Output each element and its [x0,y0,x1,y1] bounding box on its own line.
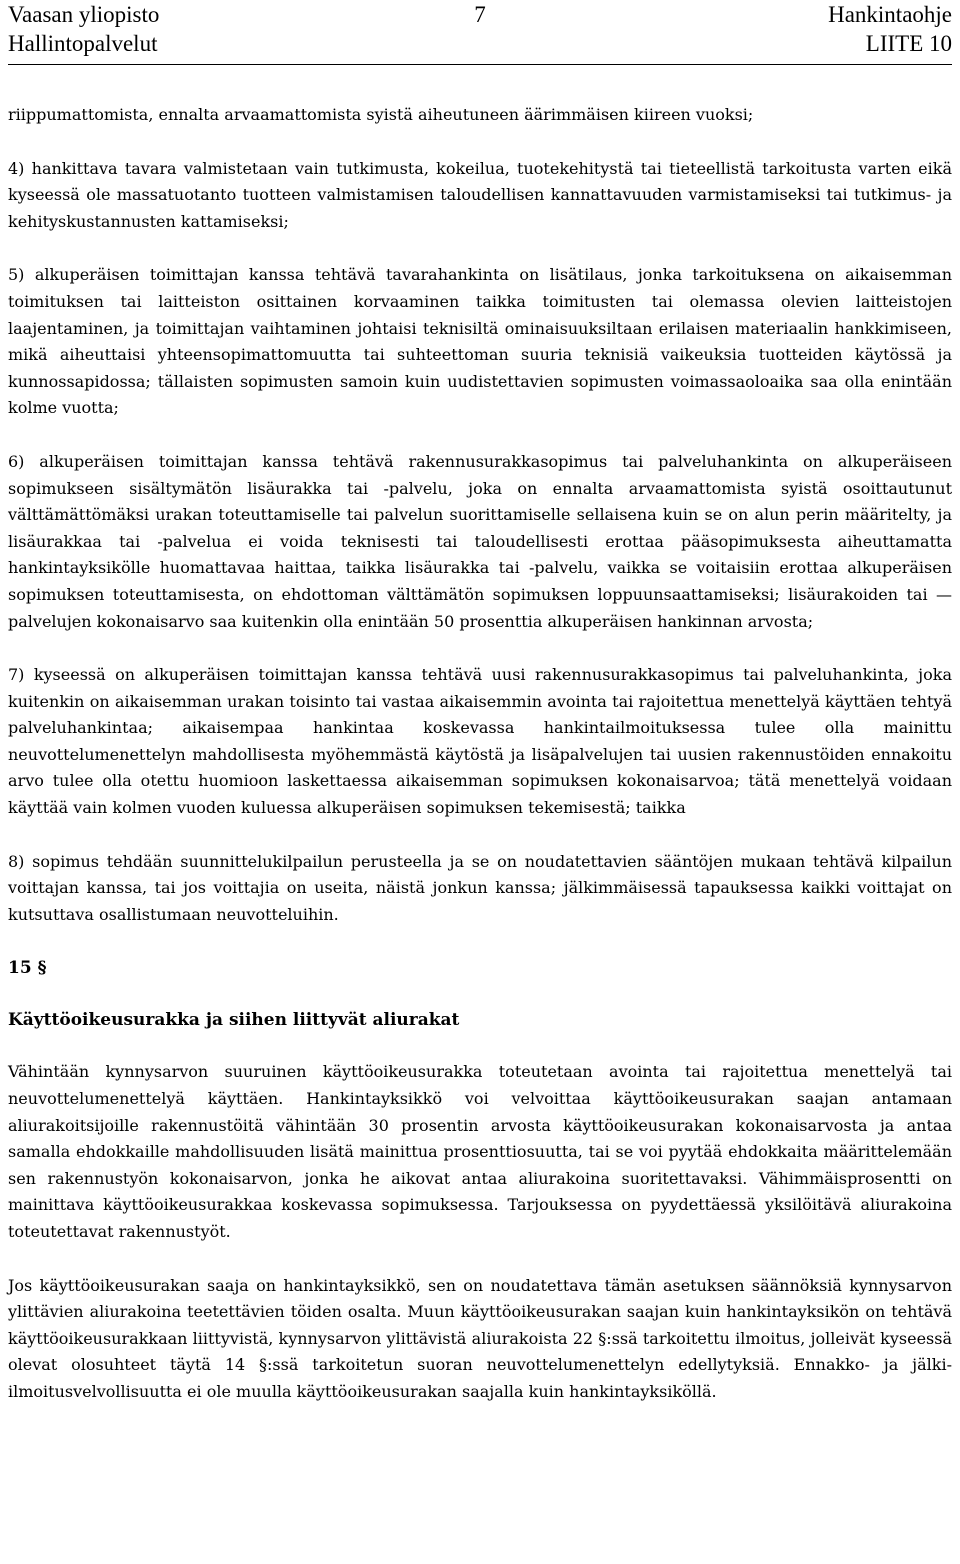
section-number: 15 § [8,958,47,979]
list-item-5: 5) alkuperäisen toimittajan kanssa tehtävä tavarahankinta on lisätilaus, jonka tarkoituksena on aikaisemman toimituksen tai laitteiston osittainen korvaaminen taikka toimitusten tai olemassa olevien laitteistojen laajentaminen, ja toimittajan vaihtaminen johtaisi teknisiltä ominaisuuksiltaan erilaisen materiaalin hankkimiseen, mikä aiheuttaisi yhteensopimattomuutta tai suhteettoman suuria teknisiä vaikeuksia tuotteiden käytössä ja kunnossapidossa; tällaisten sopimusten samoin kuin uudistettavien sopimusten voimassaoloaika saa olla enintään kolme vuotta; [8,265,952,418]
page-header [8,0,952,62]
list-item-8: 8) sopimus tehdään suunnittelukilpailun perusteella ja se on noudatettavien sääntöjen mukaan tehtävä kilpailun voittajan kanssa, tai jos voittajia on useita, näistä jonkun kanssa; jälkimmäisessä tapauksessa kaikki voittajat on kutsuttava osallistumaan neuvotteluihin. [8,851,952,924]
header-row-bottom [8,29,952,58]
header-appendix: LIITE 10 [865,31,952,56]
paragraph-fragment: riippumattomista, ennalta arvaamattomista syistä aiheutuneen äärimmäisen kiireen vuoksi; [8,105,754,124]
header-divider [8,64,952,65]
header-row-top [8,0,952,29]
page-number: 7 [474,2,486,27]
header-organization: Vaasan yliopisto [8,2,160,27]
section-15-paragraph-1: Vähintään kynnysarvon suuruinen käyttöoikeusurakka toteutetaan avointa tai rajoitettua menettelyä tai neuvottelumenettelyä käyttäen. Hankintayksikkö voi velvoittaa käyttöoikeusurakan saajan antamaan aliurakoitsijoille rakennustöitä vähintään 30 prosentin arvosta käyttöoikeusurakan kokonaisarvosta ja antaa samalla ehdokkaille mahdollisuuden lisätä mainittua prosenttiosuutta, tai se voi pyytää ehdokkaita määrittelemään sen rakennustyön kokonaisarvon, jonka he aikovat antaa aliurakoina suoritettavaksi. Vähimmäisprosentti on mainittava käyttöoikeusurakkaa koskevassa sopimuksessa. Tarjouksessa on pyydettäessä yksilöitävä aliurakoina toteutettavat rakennustyöt. [8,1062,952,1241]
document-body [8,102,952,1433]
section-title: Käyttöoikeusurakka ja siihen liittyvät aliurakat [8,1010,460,1031]
section-15-paragraph-2: Jos käyttöoikeusurakan saaja on hankintayksikkö, sen on noudatettava tämän asetuksen säännöksiä kynnysarvon ylittävien aliurakoina teetettävien töiden osalta. Muun käyttöoikeusurakan saajan kuin hankintayksikön on tehtävä käyttöoikeusurakkaan liittyvistä, kynnysarvon ylittävistä aliurakoista 22 §:ssä tarkoitettu ilmoitus, jolleivät kyseessä olevat olosuhteet täytä 14 §:ssä tarkoitetun suoran neuvottelumenettelyn edellytyksiä. Ennakko- ja jälki-ilmoitusvelvollisuutta ei ole muulla käyttöoikeusurakan saajalla kuin hankintayksiköllä. [8,1275,952,1401]
header-document-title: Hankintaohje [828,2,952,27]
list-item-6: 6) alkuperäisen toimittajan kanssa tehtävä rakennusurakkasopimus tai palveluhankinta on alkuperäiseen sopimukseen sisältymätön lisäurakka tai -palvelu, joka on ennalta arvaamattomista syistä osoittautunut välttämättömäksi urakan toteuttamiselle tai palvelun suorittamiselle sellaisena kuin se on alun perin määritelty, ja lisäurakkaa tai -palvelua ei voida teknisesti tai taloudellisesti erottaa pääsopimuksesta aiheuttamatta hankintayksikölle huomattavaa haittaa, taikka lisäurakka tai -palvelu, vaikka se voitaisiin erottaa alkuperäisen sopimuksen toteuttamisesta, on ehdottoman välttämätön sopimuksen loppuunsaattamiseksi; lisäurakoiden tai — palvelujen kokonaisarvo saa kuitenkin olla enintään 50 prosenttia alkuperäisen hankinnan arvosta; [8,451,952,631]
list-item-7: 7) kyseessä on alkuperäisen toimittajan kanssa tehtävä uusi rakennusurakkasopimus tai palveluhankinta, joka kuitenkin on aikaisemman urakan toisinto tai vastaa aikaisemmin avointa tai rajoitettua menettelyä käyttäen tehtyä palveluhankintaa; aikaisempaa hankintaa koskevassa hankintailmoituksessa tulee olla mainittu neuvottelumenettelyn mahdollisesta myöhemmästä käytöstä ja lisäpalvelujen tai uusien rakennustöiden ennakoitu arvo tulee olla otettu huomioon laskettaessa aikaisemman sopimuksen kokonaisarvoa; tätä menettelyä voidaan käyttää vain kolmen vuoden kuluessa alkuperäisen sopimuksen tekemisestä; taikka [8,665,952,818]
list-item-4: 4) hankittava tavara valmistetaan vain tutkimusta, kokeilua, tuotekehitystä tai tieteellistä tarkoitusta varten eikä kyseessä ole massatuotanto tuotteen valmistamisen taloudellisen kannattavuuden varmistamiseksi tai tutkimus- ja kehityskustannusten kattamiseksi; [8,158,952,231]
header-department: Hallintopalvelut [8,31,158,56]
